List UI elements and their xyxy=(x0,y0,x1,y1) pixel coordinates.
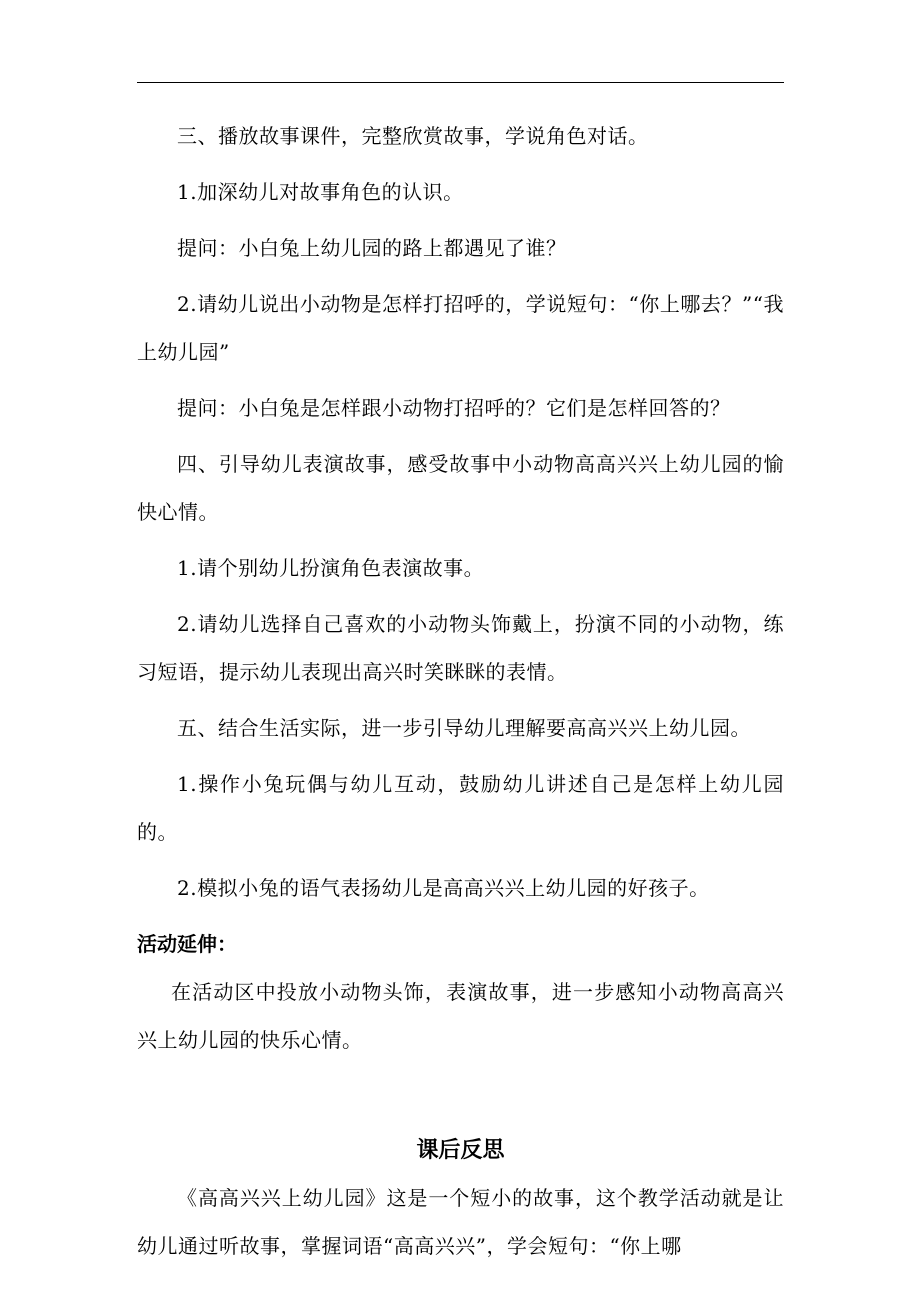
extension-heading: 活动延伸： xyxy=(137,932,237,956)
reflection-title: 课后反思 xyxy=(416,1137,505,1163)
paragraph-step-4: 四、引导幼儿表演故事，感受故事中小动物高高兴兴上幼儿园的愉快心情。 xyxy=(137,452,784,524)
paragraph-question-1: 提问：小白兔上幼儿园的路上都遇见了谁？ xyxy=(177,236,567,260)
paragraph-question-2: 提问：小白兔是怎样跟小动物打招呼的？它们是怎样回答的？ xyxy=(177,396,731,420)
paragraph-step-5: 五、结合生活实际，进一步引导幼儿理解要高高兴兴上幼儿园。 xyxy=(177,716,751,740)
document-body xyxy=(137,112,784,1278)
paragraph-step-3-1: 1.加深幼儿对故事角色的认识。 xyxy=(177,180,464,204)
paragraph-step-5-2: 2.模拟小兔的语气表扬幼儿是高高兴兴上幼儿园的好孩子。 xyxy=(177,876,710,900)
paragraph-step-3: 三、播放故事课件，完整欣赏故事，学说角色对话。 xyxy=(177,124,649,148)
paragraph-step-5-1: 1.操作小兔玩偶与幼儿互动，鼓励幼儿讲述自己是怎样上幼儿园的。 xyxy=(137,772,784,844)
paragraph-step-4-1: 1.请个别幼儿扮演角色表演故事。 xyxy=(177,556,485,580)
paragraph-step-3-2: 2.请幼儿说出小动物是怎样打招呼的，学说短句：“你上哪去？”“我上幼儿园” xyxy=(137,292,784,364)
paragraph-step-4-2: 2.请幼儿选择自己喜欢的小动物头饰戴上，扮演不同的小动物，练习短语，提示幼儿表现出高兴时笑眯眯的表情。 xyxy=(137,612,784,684)
extension-text: 在活动区中投放小动物头饰，表演故事，进一步感知小动物高高兴兴上幼儿园的快乐心情。 xyxy=(137,980,784,1052)
header-rule xyxy=(137,82,784,83)
reflection-text: 《高高兴兴上幼儿园》这是一个短小的故事，这个教学活动就是让幼儿通过听故事，掌握词语“高高兴兴”，学会短句：“你上哪 xyxy=(137,1186,784,1258)
